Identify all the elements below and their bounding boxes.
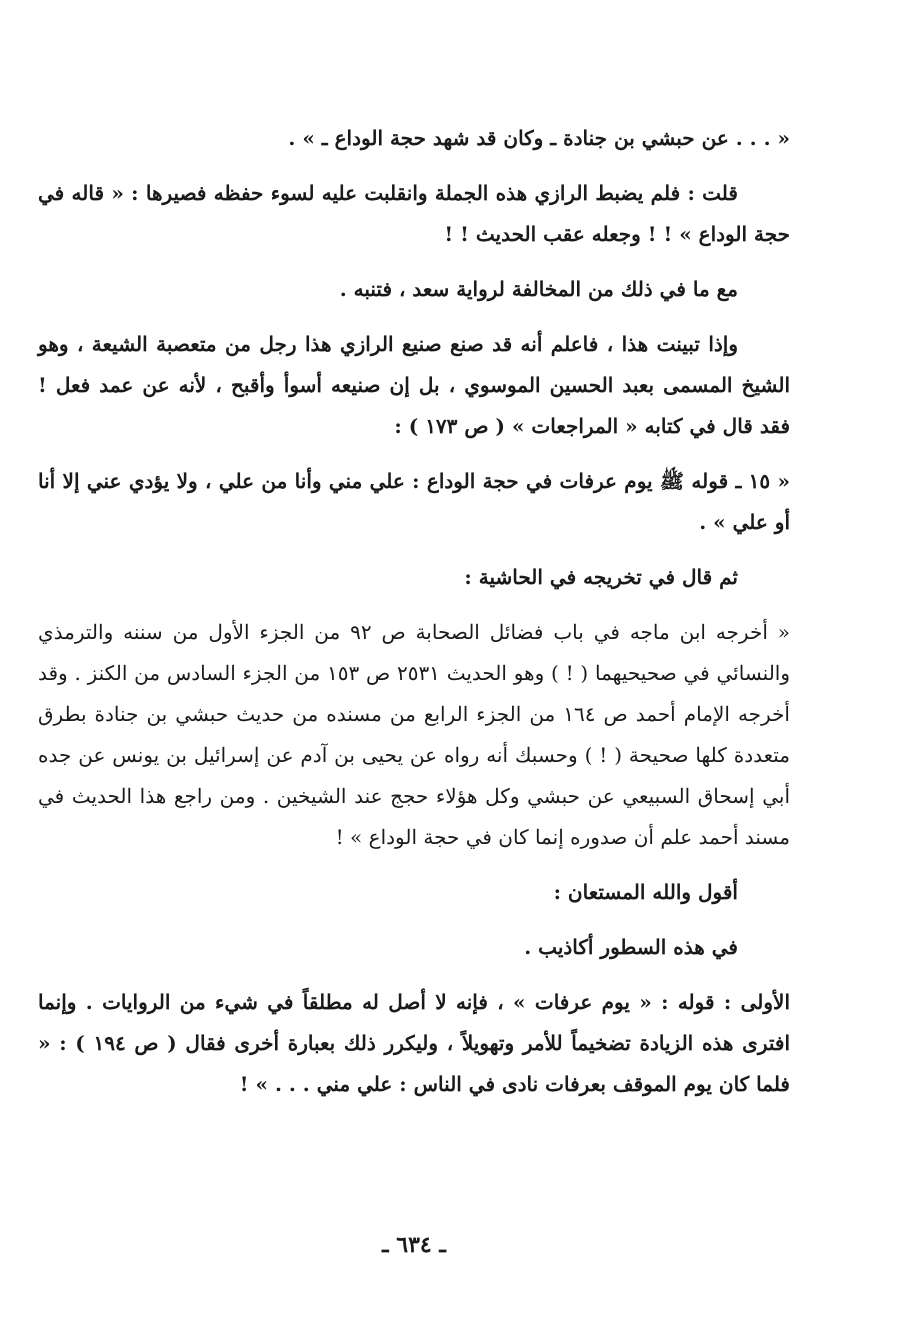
quote-paragraph: « أخرجه ابن ماجه في باب فضائل الصحابة ص ٩٢ من الجزء الأول من سننه والترمذي والنسائي في صحيحيهما ( ! ) وهو الحديث ٢٥٣١ ص ١٥٣ من الجزء السادس من الكنز . وقد أخرجه الإمام أحمد ص ١٦٤ من الجزء الرابع من مسنده من حديث حبشي بن جنادة بطرق متعددة كلها صحيحة ( ! ) وحسبك أنه رواه عن يحيى بن آدم عن إسرائيل بن يونس عن جده أبي إسحاق السبيعي عن حبشي وكل هؤلاء حجج عند الشيخين . ومن راجع هذا الحديث في مسند أحمد علم أن صدوره إنما كان في حجة الوداع » ! <box>38 620 790 849</box>
paragraph: قلت : فلم يضبط الرازي هذه الجملة وانقلبت عليه لسوء حفظه فصيرها : « قاله في حجة الوداع » ! ! وجعله عقب الحديث ! ! <box>38 181 790 246</box>
page-body <box>38 118 790 1119</box>
paragraph: مع ما في ذلك من المخالفة لرواية سعد ، فتنبه . <box>339 277 738 301</box>
paragraph: في هذه السطور أكاذيب . <box>524 935 738 959</box>
paragraph: وإذا تبينت هذا ، فاعلم أنه قد صنع صنيع الرازي هذا رجل من متعصبة الشيعة ، وهو الشيخ المسمى بعبد الحسين الموسوي ، بل إن صنيعه أسوأ وأقبح ، لأنه عن عمد فعل ! فقد قال في كتابه « المراجعات » ( ص ١٧٣ ) : <box>38 332 790 438</box>
paragraph: ثم قال في تخريجه في الحاشية : <box>464 565 738 589</box>
page-number: ـ ٦٣٤ ـ <box>382 1232 446 1258</box>
paragraph-lead: الأولى <box>740 990 790 1014</box>
paragraph: أقول والله المستعان : <box>553 880 738 904</box>
paragraph <box>38 982 790 1105</box>
paragraph-text: : قوله : « يوم عرفات » ، فإنه لا أصل له مطلقاً في شيء من الروايات . وإنما افترى هذه الزيادة تضخيماً للأمر وتهويلاً ، وليكرر ذلك بعبارة أخرى فقال ( ص ١٩٤ ) : « فلما كان يوم الموقف بعرفات نادى في الناس : علي مني . . . » ! <box>38 990 791 1096</box>
quote-paragraph: « ١٥ ـ قوله ﷺ يوم عرفات في حجة الوداع : علي مني وأنا من علي ، ولا يؤدي عني إلا أنا أو علي » . <box>38 469 790 534</box>
quote-paragraph: « . . . عن حبشي بن جنادة ـ وكان قد شهد حجة الوداع ـ » . <box>288 126 790 150</box>
